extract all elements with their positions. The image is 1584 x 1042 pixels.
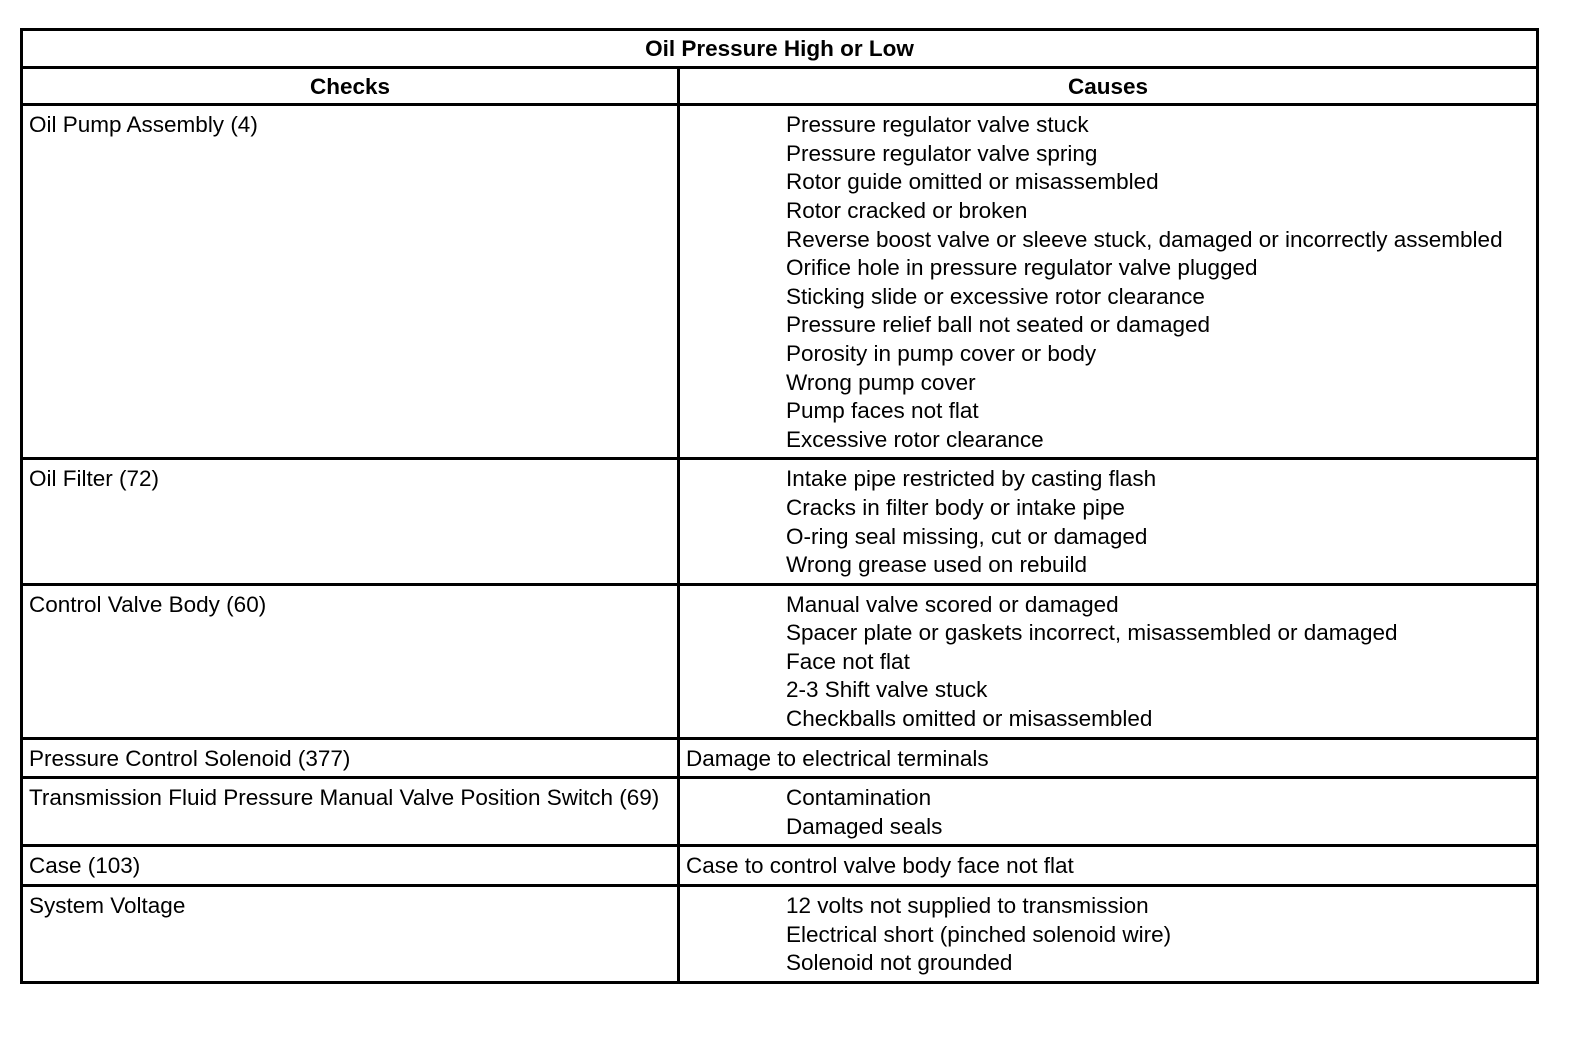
cause-item: Pressure regulator valve stuck xyxy=(786,112,1089,138)
table-row xyxy=(22,584,1538,738)
cause-item: Face not flat xyxy=(786,648,910,674)
causes-cell xyxy=(679,738,1538,778)
cause-item: Spacer plate or gaskets incorrect, misassembled or damaged xyxy=(786,620,1398,646)
check-cell: System Voltage xyxy=(22,886,679,983)
cause-item: Reverse boost valve or sleeve stuck, damaged or incorrectly assembled xyxy=(786,226,1503,252)
causes-cell xyxy=(679,584,1538,738)
cause-item: Rotor cracked or broken xyxy=(786,197,1028,223)
cause-item: 12 volts not supplied to transmission xyxy=(786,893,1149,919)
causes-list xyxy=(686,784,1530,841)
causes-cell xyxy=(679,846,1538,886)
cause-item: Sticking slide or excessive rotor clearance xyxy=(786,283,1205,309)
check-cell: Transmission Fluid Pressure Manual Valve Position Switch (69) xyxy=(22,778,679,846)
cause-item: 2-3 Shift valve stuck xyxy=(786,677,988,703)
causes-cell xyxy=(679,459,1538,584)
causes-header: Causes xyxy=(679,67,1538,105)
cause-item: Electrical short (pinched solenoid wire) xyxy=(786,921,1172,947)
cause-item: Pressure relief ball not seated or damaged xyxy=(786,312,1210,338)
cause-text: Damage to electrical terminals xyxy=(686,745,989,771)
cause-item: Contamination xyxy=(786,785,932,811)
table-row xyxy=(22,459,1538,584)
cause-item: Pressure regulator valve spring xyxy=(786,140,1098,166)
table-row xyxy=(22,886,1538,983)
cause-item: O-ring seal missing, cut or damaged xyxy=(786,523,1148,549)
cause-item: Orifice hole in pressure regulator valve plugged xyxy=(786,255,1258,281)
cause-text: Case to control valve body face not flat xyxy=(686,853,1074,879)
header-row xyxy=(22,67,1538,105)
causes-list xyxy=(686,591,1530,734)
causes-list xyxy=(686,892,1530,978)
causes-cell xyxy=(679,778,1538,846)
check-cell: Case (103) xyxy=(22,846,679,886)
check-cell: Oil Pump Assembly (4) xyxy=(22,105,679,459)
cause-item: Cracks in filter body or intake pipe xyxy=(786,494,1125,520)
cause-item: Checkballs omitted or misassembled xyxy=(786,706,1153,732)
table-row xyxy=(22,778,1538,846)
table-row xyxy=(22,738,1538,778)
cause-item: Intake pipe restricted by casting flash xyxy=(786,466,1157,492)
checks-header: Checks xyxy=(22,67,679,105)
title-row xyxy=(22,30,1538,68)
causes-cell xyxy=(679,105,1538,459)
check-cell: Control Valve Body (60) xyxy=(22,584,679,738)
cause-item: Rotor guide omitted or misassembled xyxy=(786,169,1159,195)
table-body xyxy=(22,105,1538,983)
table-title: Oil Pressure High or Low xyxy=(22,30,1538,68)
causes-list xyxy=(686,465,1530,579)
check-cell: Pressure Control Solenoid (377) xyxy=(22,738,679,778)
cause-item: Wrong pump cover xyxy=(786,369,976,395)
table-row xyxy=(22,846,1538,886)
check-cell: Oil Filter (72) xyxy=(22,459,679,584)
cause-item: Pump faces not flat xyxy=(786,398,979,424)
causes-cell xyxy=(679,886,1538,983)
cause-item: Wrong grease used on rebuild xyxy=(786,552,1088,578)
cause-item: Damaged seals xyxy=(786,813,943,839)
causes-list xyxy=(686,111,1530,454)
cause-item: Porosity in pump cover or body xyxy=(786,340,1097,366)
table-row xyxy=(22,105,1538,459)
cause-item: Excessive rotor clearance xyxy=(786,426,1044,452)
cause-item: Solenoid not grounded xyxy=(786,950,1013,976)
diagnostic-table xyxy=(20,28,1539,984)
cause-item: Manual valve scored or damaged xyxy=(786,591,1119,617)
